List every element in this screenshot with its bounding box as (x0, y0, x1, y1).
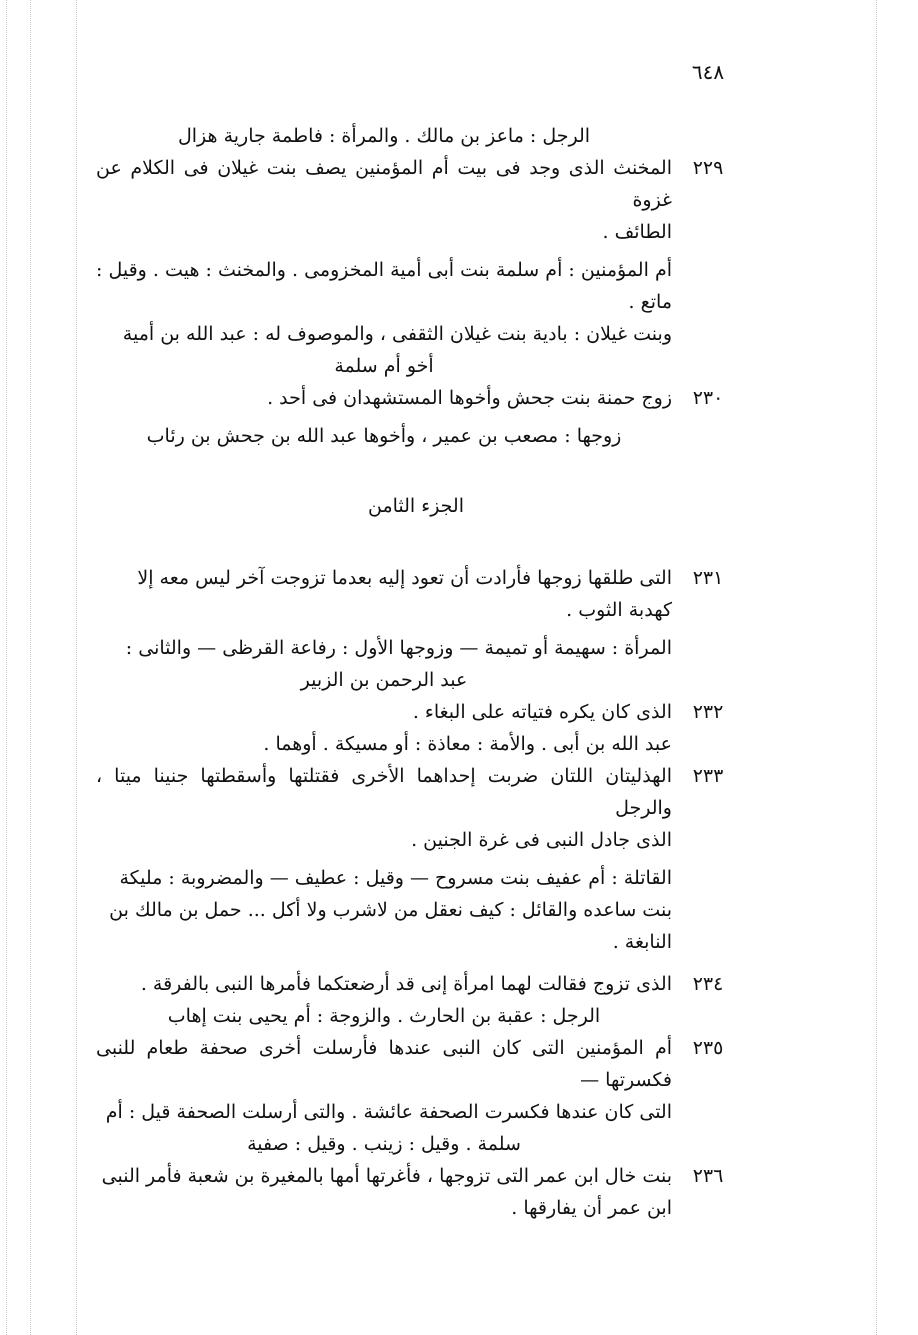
question-line: الذى كان يكره فتياته على البغاء . (412, 701, 672, 723)
question-line: أم المؤمنين التى كان النبى عندها فأرسلت أخرى صحفة طعام للنبى فكسرتها — (96, 1037, 672, 1091)
answer-line: أخو أم سلمة (334, 355, 434, 377)
entry-230 (96, 382, 736, 452)
entry-number: ٢٣٠ (692, 387, 724, 409)
answer-line: وبنت غيلان : بادية بنت غيلان الثقفى ، والموصوف له : عبد الله بن أمية (122, 323, 672, 345)
entry-number: ٢٣٥ (692, 1037, 724, 1059)
intro-answer (96, 120, 736, 152)
question-line: بنت خال ابن عمر التى تزوجها ، فأغرتها أمها بالمغيرة بن شعبة فأمر النبى (101, 1165, 672, 1187)
entry-229 (96, 152, 736, 382)
scan-margin-line (6, 0, 7, 1335)
entry-232 (96, 696, 736, 760)
answer-line: القاتلة : أم عفيف بنت مسروح — وقيل : عطيف — والمضروبة : مليكة (119, 867, 672, 889)
entry-231 (96, 562, 736, 696)
entry-number: ٢٣١ (692, 567, 724, 589)
intro-answer-line: الرجل : ماعز بن مالك . والمرأة : فاطمة جارية هزال (177, 125, 591, 147)
answer-line: التى كان عندها فكسرت الصحفة عائشة . والتى أرسلت الصحفة قيل : أم (105, 1101, 672, 1123)
section-title: الجزء الثامن (367, 495, 465, 517)
question-line: ابن عمر أن يفارقها . (511, 1197, 672, 1219)
scan-margin-line (30, 0, 31, 1335)
scan-margin-line (76, 0, 77, 1335)
entry-number: ٢٣٦ (692, 1165, 724, 1187)
question-line: زوج حمنة بنت جحش وأخوها المستشهدان فى أحد . (267, 387, 672, 409)
entry-233 (96, 760, 736, 958)
entry-234 (96, 968, 736, 1032)
question-line: الذى تزوج فقالت لهما امرأة إنى قد أرضعتكما فأمرها النبى بالفرقة . (140, 973, 672, 995)
answer-line: المرأة : سهيمة أو تميمة — وزوجها الأول : رفاعة القرظى — والثانى : (125, 637, 672, 659)
question-line: كهدبة الثوب . (566, 599, 672, 621)
answer-line: عبد الرحمن بن الزبير (300, 669, 468, 691)
question-line: الهذليتان اللتان ضربت إحداهما الأخرى فقتلتها وأسقطتها جنينا ميتا ، والرجل (96, 765, 672, 819)
answer-line: أم المؤمنين : أم سلمة بنت أبى أمية المخزومى . والمخنث : هيت . وقيل : ماتع . (96, 259, 672, 313)
answer-line: عبد الله بن أبى . والأمة : معاذة : أو مسيكة . أوهما . (263, 733, 672, 755)
entry-number: ٢٢٩ (692, 157, 724, 179)
page-content (96, 120, 736, 1224)
question-line: التى طلقها زوجها فأرادت أن تعود إليه بعدما تزوجت آخر ليس معه إلا (137, 567, 672, 589)
question-line: الطائف . (602, 221, 672, 243)
entry-number: ٢٣٢ (692, 701, 724, 723)
answer-line: النابغة . (612, 931, 672, 953)
answer-line: بنت ساعده والقائل : كيف نعقل من لاشرب ولا أكل ... حمل بن مالك بن (109, 899, 672, 921)
entry-236 (96, 1160, 736, 1224)
question-line: المخنث الذى وجد فى بيت أم المؤمنين يصف بنت غيلان فى الكلام عن غزوة (96, 157, 672, 211)
answer-line: سلمة . وقيل : زينب . وقيل : صفية (247, 1133, 521, 1155)
entry-number: ٢٣٤ (692, 973, 724, 995)
scan-margin-line (876, 0, 877, 1335)
entry-number: ٢٣٣ (692, 765, 724, 787)
question-line: الذى جادل النبى فى غرة الجنين . (411, 829, 672, 851)
answer-line: الرجل : عقبة بن الحارث . والزوجة : أم يحيى بنت إهاب (167, 1005, 601, 1027)
page-number: ٦٤٨ (691, 60, 725, 84)
entry-235 (96, 1032, 736, 1160)
answer-line: زوجها : مصعب بن عمير ، وأخوها عبد الله بن جحش بن رئاب (146, 425, 622, 447)
